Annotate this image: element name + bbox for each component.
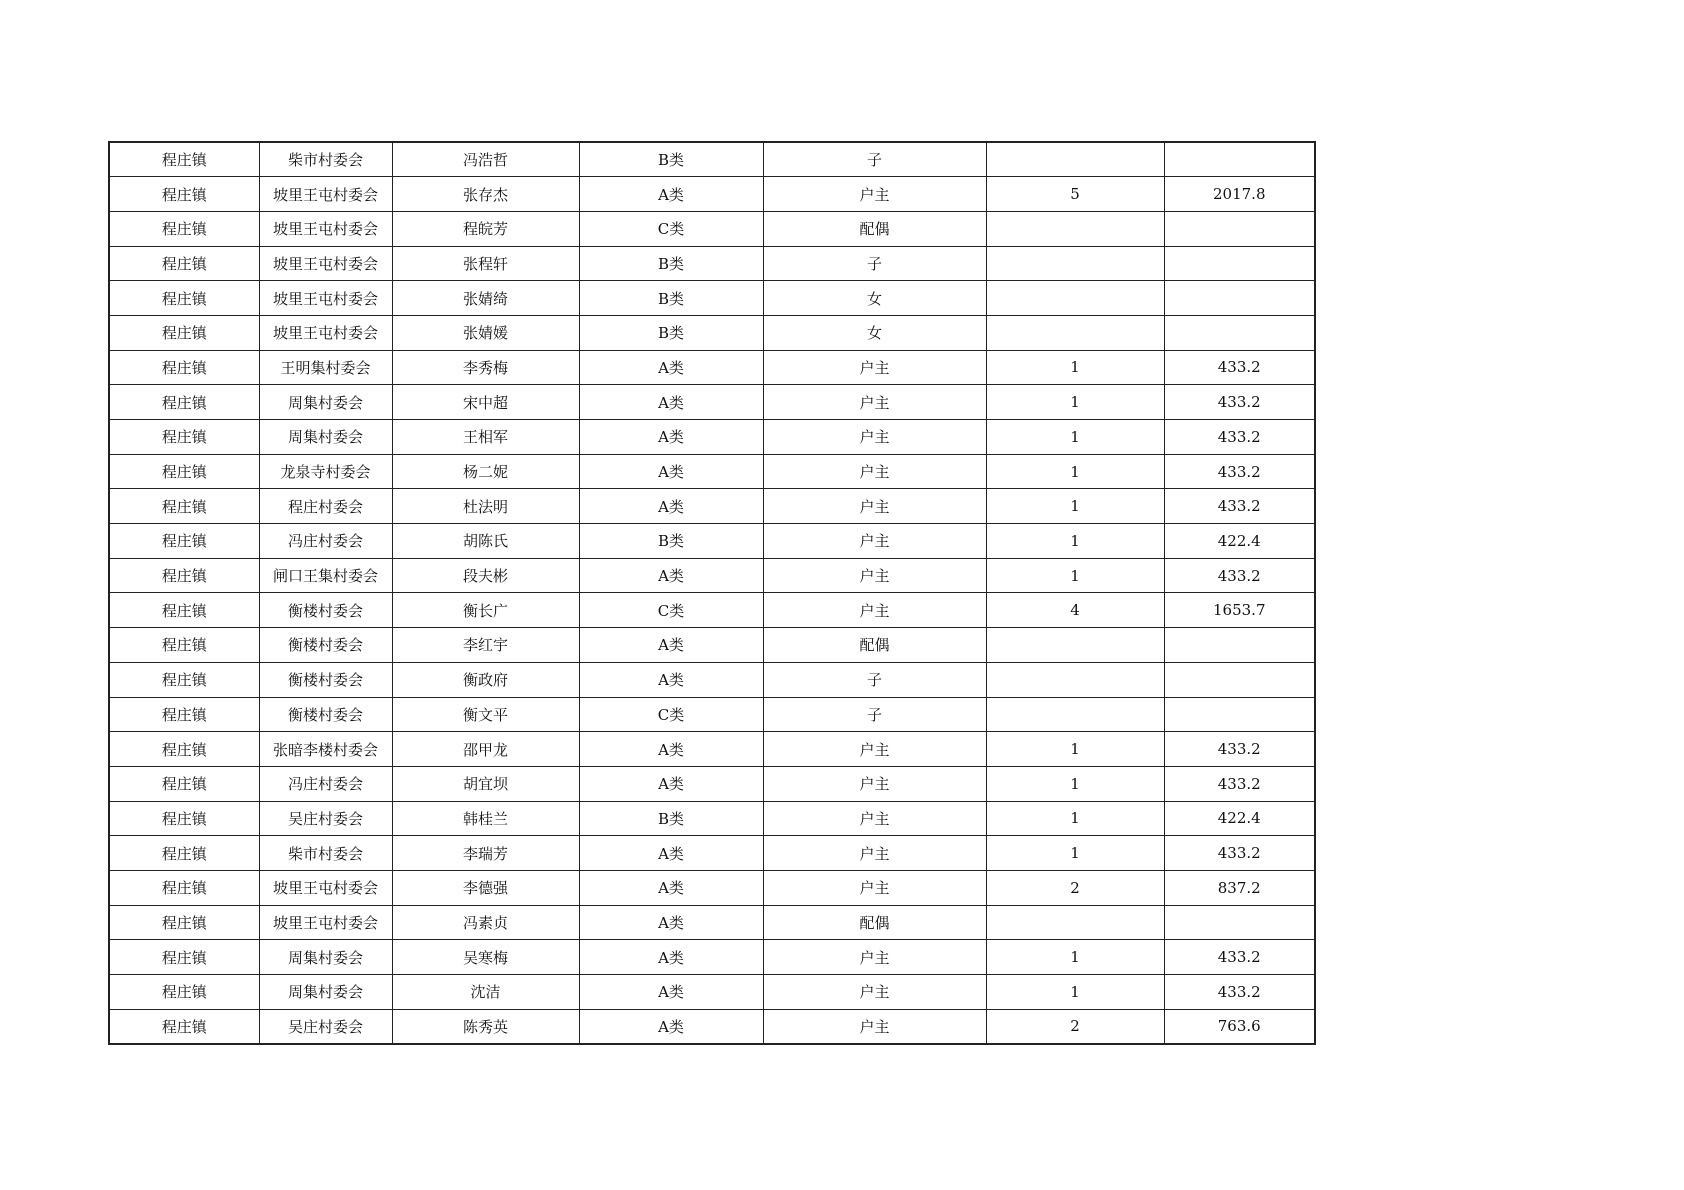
amount-cell: 2017.8 bbox=[1164, 177, 1315, 212]
amount-cell bbox=[1164, 628, 1315, 663]
relation-cell: 户主 bbox=[763, 732, 986, 767]
household-count-cell bbox=[986, 628, 1164, 663]
category-cell: A类 bbox=[579, 940, 763, 975]
category-cell: A类 bbox=[579, 558, 763, 593]
name-cell: 吴寒梅 bbox=[392, 940, 579, 975]
name-cell: 胡陈氏 bbox=[392, 524, 579, 559]
amount-cell: 433.2 bbox=[1164, 836, 1315, 871]
town-cell: 程庄镇 bbox=[109, 766, 259, 801]
town-cell: 程庄镇 bbox=[109, 177, 259, 212]
table-row bbox=[109, 975, 1315, 1010]
household-count-cell: 1 bbox=[986, 940, 1164, 975]
town-cell: 程庄镇 bbox=[109, 593, 259, 628]
village-committee-cell: 坡里王屯村委会 bbox=[259, 315, 392, 350]
amount-cell: 763.6 bbox=[1164, 1009, 1315, 1044]
town-cell: 程庄镇 bbox=[109, 315, 259, 350]
name-cell: 李红宇 bbox=[392, 628, 579, 663]
village-committee-cell: 坡里王屯村委会 bbox=[259, 246, 392, 281]
village-committee-cell: 周集村委会 bbox=[259, 975, 392, 1010]
town-cell: 程庄镇 bbox=[109, 975, 259, 1010]
name-cell: 陈秀英 bbox=[392, 1009, 579, 1044]
town-cell: 程庄镇 bbox=[109, 558, 259, 593]
table-row bbox=[109, 628, 1315, 663]
table-row bbox=[109, 420, 1315, 455]
household-count-cell: 1 bbox=[986, 558, 1164, 593]
amount-cell bbox=[1164, 697, 1315, 732]
data-table bbox=[108, 141, 1316, 1045]
table-row bbox=[109, 836, 1315, 871]
relation-cell: 配偶 bbox=[763, 211, 986, 246]
relation-cell: 女 bbox=[763, 281, 986, 316]
amount-cell bbox=[1164, 142, 1315, 177]
category-cell: A类 bbox=[579, 905, 763, 940]
category-cell: B类 bbox=[579, 315, 763, 350]
category-cell: B类 bbox=[579, 524, 763, 559]
town-cell: 程庄镇 bbox=[109, 628, 259, 663]
household-count-cell: 1 bbox=[986, 732, 1164, 767]
relation-cell: 户主 bbox=[763, 177, 986, 212]
category-cell: A类 bbox=[579, 732, 763, 767]
village-committee-cell: 衡楼村委会 bbox=[259, 593, 392, 628]
name-cell: 程皖芳 bbox=[392, 211, 579, 246]
village-committee-cell: 坡里王屯村委会 bbox=[259, 905, 392, 940]
table-row bbox=[109, 732, 1315, 767]
household-count-cell: 1 bbox=[986, 524, 1164, 559]
village-committee-cell: 周集村委会 bbox=[259, 940, 392, 975]
household-count-cell: 4 bbox=[986, 593, 1164, 628]
relation-cell: 户主 bbox=[763, 385, 986, 420]
town-cell: 程庄镇 bbox=[109, 940, 259, 975]
category-cell: A类 bbox=[579, 177, 763, 212]
category-cell: A类 bbox=[579, 870, 763, 905]
relation-cell: 子 bbox=[763, 697, 986, 732]
village-committee-cell: 衡楼村委会 bbox=[259, 662, 392, 697]
table-row bbox=[109, 246, 1315, 281]
amount-cell: 433.2 bbox=[1164, 489, 1315, 524]
table-row bbox=[109, 177, 1315, 212]
town-cell: 程庄镇 bbox=[109, 1009, 259, 1044]
village-committee-cell: 坡里王屯村委会 bbox=[259, 211, 392, 246]
household-count-cell bbox=[986, 211, 1164, 246]
relation-cell: 户主 bbox=[763, 940, 986, 975]
village-committee-cell: 张暗李楼村委会 bbox=[259, 732, 392, 767]
table-row bbox=[109, 142, 1315, 177]
name-cell: 杨二妮 bbox=[392, 454, 579, 489]
table-row bbox=[109, 766, 1315, 801]
household-count-cell: 1 bbox=[986, 801, 1164, 836]
household-count-cell: 1 bbox=[986, 766, 1164, 801]
table-row bbox=[109, 940, 1315, 975]
category-cell: C类 bbox=[579, 593, 763, 628]
town-cell: 程庄镇 bbox=[109, 905, 259, 940]
name-cell: 衡长广 bbox=[392, 593, 579, 628]
category-cell: A类 bbox=[579, 628, 763, 663]
name-cell: 冯素贞 bbox=[392, 905, 579, 940]
table-row bbox=[109, 211, 1315, 246]
category-cell: B类 bbox=[579, 801, 763, 836]
household-count-cell: 1 bbox=[986, 489, 1164, 524]
relation-cell: 户主 bbox=[763, 593, 986, 628]
category-cell: C类 bbox=[579, 211, 763, 246]
relation-cell: 户主 bbox=[763, 454, 986, 489]
town-cell: 程庄镇 bbox=[109, 836, 259, 871]
village-committee-cell: 王明集村委会 bbox=[259, 350, 392, 385]
category-cell: A类 bbox=[579, 975, 763, 1010]
table-row bbox=[109, 315, 1315, 350]
relation-cell: 户主 bbox=[763, 870, 986, 905]
village-committee-cell: 柴市村委会 bbox=[259, 142, 392, 177]
household-count-cell bbox=[986, 697, 1164, 732]
name-cell: 衡文平 bbox=[392, 697, 579, 732]
category-cell: A类 bbox=[579, 489, 763, 524]
table-row bbox=[109, 1009, 1315, 1044]
relation-cell: 户主 bbox=[763, 558, 986, 593]
town-cell: 程庄镇 bbox=[109, 281, 259, 316]
relation-cell: 子 bbox=[763, 142, 986, 177]
category-cell: B类 bbox=[579, 246, 763, 281]
relation-cell: 配偶 bbox=[763, 628, 986, 663]
household-count-cell bbox=[986, 142, 1164, 177]
household-count-cell: 1 bbox=[986, 350, 1164, 385]
town-cell: 程庄镇 bbox=[109, 420, 259, 455]
amount-cell bbox=[1164, 315, 1315, 350]
table-row bbox=[109, 801, 1315, 836]
name-cell: 张婧绮 bbox=[392, 281, 579, 316]
name-cell: 衡政府 bbox=[392, 662, 579, 697]
household-count-cell: 1 bbox=[986, 454, 1164, 489]
amount-cell bbox=[1164, 662, 1315, 697]
table-row bbox=[109, 593, 1315, 628]
town-cell: 程庄镇 bbox=[109, 142, 259, 177]
household-count-cell: 2 bbox=[986, 1009, 1164, 1044]
household-count-cell bbox=[986, 281, 1164, 316]
table-row bbox=[109, 385, 1315, 420]
village-committee-cell: 龙泉寺村委会 bbox=[259, 454, 392, 489]
name-cell: 宋中超 bbox=[392, 385, 579, 420]
category-cell: B类 bbox=[579, 281, 763, 316]
relation-cell: 户主 bbox=[763, 1009, 986, 1044]
amount-cell bbox=[1164, 246, 1315, 281]
village-committee-cell: 衡楼村委会 bbox=[259, 697, 392, 732]
name-cell: 王相军 bbox=[392, 420, 579, 455]
amount-cell: 433.2 bbox=[1164, 558, 1315, 593]
village-committee-cell: 周集村委会 bbox=[259, 385, 392, 420]
town-cell: 程庄镇 bbox=[109, 732, 259, 767]
village-committee-cell: 坡里王屯村委会 bbox=[259, 870, 392, 905]
household-count-cell: 2 bbox=[986, 870, 1164, 905]
table-row bbox=[109, 281, 1315, 316]
name-cell: 李瑞芳 bbox=[392, 836, 579, 871]
relation-cell: 户主 bbox=[763, 350, 986, 385]
name-cell: 张程轩 bbox=[392, 246, 579, 281]
village-committee-cell: 坡里王屯村委会 bbox=[259, 177, 392, 212]
relation-cell: 女 bbox=[763, 315, 986, 350]
village-committee-cell: 衡楼村委会 bbox=[259, 628, 392, 663]
name-cell: 张存杰 bbox=[392, 177, 579, 212]
household-count-cell: 1 bbox=[986, 836, 1164, 871]
household-count-cell: 1 bbox=[986, 420, 1164, 455]
amount-cell: 1653.7 bbox=[1164, 593, 1315, 628]
relation-cell: 子 bbox=[763, 246, 986, 281]
amount-cell: 433.2 bbox=[1164, 940, 1315, 975]
town-cell: 程庄镇 bbox=[109, 211, 259, 246]
category-cell: C类 bbox=[579, 697, 763, 732]
category-cell: A类 bbox=[579, 766, 763, 801]
amount-cell: 433.2 bbox=[1164, 385, 1315, 420]
town-cell: 程庄镇 bbox=[109, 246, 259, 281]
amount-cell: 433.2 bbox=[1164, 732, 1315, 767]
category-cell: A类 bbox=[579, 662, 763, 697]
village-committee-cell: 周集村委会 bbox=[259, 420, 392, 455]
town-cell: 程庄镇 bbox=[109, 662, 259, 697]
village-committee-cell: 吴庄村委会 bbox=[259, 801, 392, 836]
relation-cell: 户主 bbox=[763, 420, 986, 455]
town-cell: 程庄镇 bbox=[109, 454, 259, 489]
village-committee-cell: 冯庄村委会 bbox=[259, 524, 392, 559]
table-row bbox=[109, 558, 1315, 593]
table-row bbox=[109, 870, 1315, 905]
relation-cell: 子 bbox=[763, 662, 986, 697]
table-row bbox=[109, 524, 1315, 559]
town-cell: 程庄镇 bbox=[109, 350, 259, 385]
household-count-cell bbox=[986, 662, 1164, 697]
category-cell: A类 bbox=[579, 350, 763, 385]
category-cell: A类 bbox=[579, 385, 763, 420]
table-row bbox=[109, 454, 1315, 489]
table-body bbox=[109, 142, 1315, 1044]
amount-cell: 433.2 bbox=[1164, 420, 1315, 455]
name-cell: 冯浩哲 bbox=[392, 142, 579, 177]
village-committee-cell: 程庄村委会 bbox=[259, 489, 392, 524]
household-count-cell bbox=[986, 905, 1164, 940]
town-cell: 程庄镇 bbox=[109, 801, 259, 836]
amount-cell: 837.2 bbox=[1164, 870, 1315, 905]
relation-cell: 户主 bbox=[763, 489, 986, 524]
town-cell: 程庄镇 bbox=[109, 697, 259, 732]
amount-cell: 422.4 bbox=[1164, 801, 1315, 836]
town-cell: 程庄镇 bbox=[109, 489, 259, 524]
relation-cell: 户主 bbox=[763, 766, 986, 801]
amount-cell: 422.4 bbox=[1164, 524, 1315, 559]
village-committee-cell: 坡里王屯村委会 bbox=[259, 281, 392, 316]
town-cell: 程庄镇 bbox=[109, 385, 259, 420]
relation-cell: 户主 bbox=[763, 975, 986, 1010]
name-cell: 沈洁 bbox=[392, 975, 579, 1010]
name-cell: 邵甲龙 bbox=[392, 732, 579, 767]
village-committee-cell: 冯庄村委会 bbox=[259, 766, 392, 801]
relation-cell: 户主 bbox=[763, 524, 986, 559]
category-cell: A类 bbox=[579, 454, 763, 489]
amount-cell bbox=[1164, 211, 1315, 246]
name-cell: 杜法明 bbox=[392, 489, 579, 524]
table-row bbox=[109, 350, 1315, 385]
relation-cell: 配偶 bbox=[763, 905, 986, 940]
category-cell: A类 bbox=[579, 420, 763, 455]
household-count-cell: 1 bbox=[986, 975, 1164, 1010]
category-cell: A类 bbox=[579, 1009, 763, 1044]
table-row bbox=[109, 489, 1315, 524]
name-cell: 胡宜坝 bbox=[392, 766, 579, 801]
village-committee-cell: 吴庄村委会 bbox=[259, 1009, 392, 1044]
amount-cell: 433.2 bbox=[1164, 766, 1315, 801]
town-cell: 程庄镇 bbox=[109, 870, 259, 905]
name-cell: 段夫彬 bbox=[392, 558, 579, 593]
category-cell: A类 bbox=[579, 836, 763, 871]
name-cell: 李德强 bbox=[392, 870, 579, 905]
name-cell: 李秀梅 bbox=[392, 350, 579, 385]
household-count-cell: 5 bbox=[986, 177, 1164, 212]
amount-cell: 433.2 bbox=[1164, 350, 1315, 385]
table-row bbox=[109, 905, 1315, 940]
table-row bbox=[109, 697, 1315, 732]
village-committee-cell: 柴市村委会 bbox=[259, 836, 392, 871]
name-cell: 韩桂兰 bbox=[392, 801, 579, 836]
household-count-cell: 1 bbox=[986, 385, 1164, 420]
relation-cell: 户主 bbox=[763, 801, 986, 836]
table-row bbox=[109, 662, 1315, 697]
town-cell: 程庄镇 bbox=[109, 524, 259, 559]
amount-cell bbox=[1164, 281, 1315, 316]
amount-cell: 433.2 bbox=[1164, 975, 1315, 1010]
village-committee-cell: 闸口王集村委会 bbox=[259, 558, 392, 593]
category-cell: B类 bbox=[579, 142, 763, 177]
amount-cell: 433.2 bbox=[1164, 454, 1315, 489]
household-count-cell bbox=[986, 315, 1164, 350]
amount-cell bbox=[1164, 905, 1315, 940]
relation-cell: 户主 bbox=[763, 836, 986, 871]
household-count-cell bbox=[986, 246, 1164, 281]
name-cell: 张婧媛 bbox=[392, 315, 579, 350]
